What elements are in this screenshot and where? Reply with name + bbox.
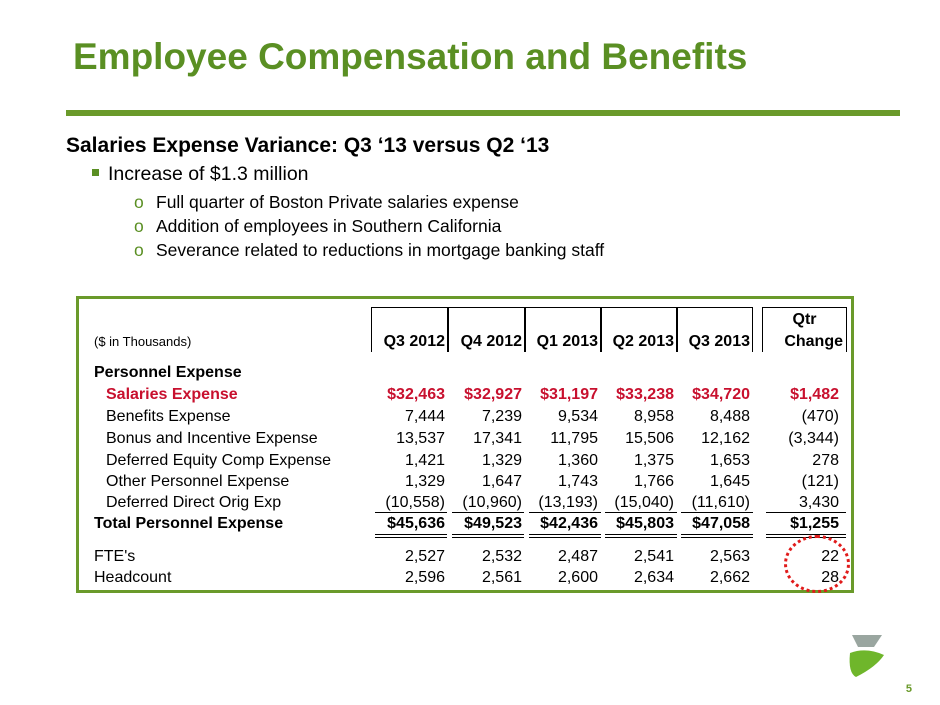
table-rule bbox=[605, 537, 677, 538]
total-row-value: $45,803 bbox=[616, 515, 674, 532]
table-row-value: (11,610) bbox=[691, 494, 750, 511]
table-row-value: 8,958 bbox=[633, 408, 674, 425]
highlight-circle bbox=[784, 535, 850, 593]
table-row-value: 1,653 bbox=[709, 452, 750, 469]
table-row-label: Salaries Expense bbox=[106, 386, 238, 403]
total-row-value: $47,058 bbox=[692, 515, 750, 532]
table-row-change: 3,430 bbox=[798, 494, 839, 511]
stat-row-change: 28 bbox=[821, 569, 839, 586]
table-row-value: 9,534 bbox=[557, 408, 598, 425]
sub-bullet-text: Full quarter of Boston Private salaries expense bbox=[156, 192, 519, 212]
table-rule bbox=[452, 537, 524, 538]
sub-bullet bbox=[134, 192, 519, 213]
stat-row-value: 2,561 bbox=[481, 569, 522, 586]
table-row-value: 12,162 bbox=[701, 430, 750, 447]
circle-bullet-icon: o bbox=[134, 216, 144, 236]
table-row-value: 17,341 bbox=[473, 430, 522, 447]
stat-row-value: 2,541 bbox=[633, 548, 674, 565]
change-header-top: Qtr bbox=[792, 311, 817, 328]
sub-bullet-text: Addition of employees in Southern California bbox=[156, 216, 502, 236]
main-bullet bbox=[92, 163, 309, 186]
total-row-value: $42,436 bbox=[540, 515, 598, 532]
table-rule bbox=[529, 512, 601, 513]
table-row-value: 1,360 bbox=[557, 452, 598, 469]
total-row-change: $1,255 bbox=[790, 515, 839, 532]
stat-row-value: 2,527 bbox=[404, 548, 445, 565]
table-row-value: 11,795 bbox=[550, 430, 598, 447]
stat-row-value: 2,563 bbox=[709, 548, 750, 565]
table-rule bbox=[605, 512, 677, 513]
table-row-value: 1,645 bbox=[709, 473, 750, 490]
stat-row-value: 2,532 bbox=[481, 548, 522, 565]
column-header: Q3 2012 bbox=[383, 333, 445, 350]
table-row-value: 1,647 bbox=[481, 473, 522, 490]
circle-bullet-icon: o bbox=[134, 192, 144, 212]
sub-bullet bbox=[134, 216, 501, 237]
column-header: Q4 2012 bbox=[460, 333, 522, 350]
table-rule bbox=[529, 537, 601, 538]
main-bullet-text: Increase of $1.3 million bbox=[108, 163, 309, 185]
table-row-label: Deferred Direct Orig Exp bbox=[106, 494, 282, 511]
page-number: 5 bbox=[905, 683, 912, 695]
change-header-bottom: Change bbox=[784, 333, 843, 350]
table-row-change: 278 bbox=[812, 452, 839, 469]
table-rule bbox=[375, 512, 447, 513]
company-logo bbox=[846, 633, 886, 679]
table-row-change: (121) bbox=[801, 473, 839, 490]
table-rule bbox=[766, 534, 846, 535]
table-row-value: 7,239 bbox=[481, 408, 522, 425]
sub-bullet-text: Severance related to reductions in mortgage banking staff bbox=[156, 240, 605, 260]
table-rule bbox=[375, 537, 447, 538]
stat-row-value: 2,600 bbox=[557, 569, 598, 586]
table-row-value: (10,558) bbox=[385, 494, 445, 511]
stat-row-change: 22 bbox=[821, 548, 839, 565]
table-row-value: 1,375 bbox=[633, 452, 674, 469]
table-rule bbox=[681, 534, 753, 535]
table-row-value: $33,238 bbox=[616, 386, 674, 403]
table-row-label: Bonus and Incentive Expense bbox=[106, 430, 318, 447]
table-row-change: (470) bbox=[801, 408, 839, 425]
table-rule bbox=[452, 512, 524, 513]
table-row-value: 1,329 bbox=[404, 473, 445, 490]
column-header: Q2 2013 bbox=[612, 333, 674, 350]
total-row-value: $49,523 bbox=[464, 515, 522, 532]
table-row-value: 15,506 bbox=[625, 430, 674, 447]
units-label: ($ in Thousands) bbox=[94, 334, 192, 349]
table-row-value: 13,537 bbox=[396, 430, 445, 447]
stat-row-label: FTE's bbox=[94, 548, 136, 565]
table-row-value: 1,421 bbox=[404, 452, 445, 469]
table-rule bbox=[605, 534, 677, 535]
table-rule bbox=[452, 534, 524, 535]
table-rule bbox=[681, 537, 753, 538]
square-bullet-icon bbox=[92, 169, 99, 176]
column-header: Q1 2013 bbox=[536, 333, 598, 350]
stat-row-value: 2,634 bbox=[633, 569, 674, 586]
table-row-value: $32,463 bbox=[387, 386, 445, 403]
stat-row-value: 2,487 bbox=[557, 548, 598, 565]
table-row-value: 8,488 bbox=[709, 408, 750, 425]
total-row-label: Total Personnel Expense bbox=[94, 515, 284, 532]
sub-bullet bbox=[134, 240, 604, 261]
column-header: Q3 2013 bbox=[688, 333, 750, 350]
title-divider bbox=[66, 110, 900, 116]
page-title: Employee Compensation and Benefits bbox=[73, 36, 748, 77]
total-row-value: $45,636 bbox=[387, 515, 445, 532]
table-row-value: $31,197 bbox=[540, 386, 598, 403]
table-row-value: 1,329 bbox=[481, 452, 522, 469]
table-rule bbox=[375, 534, 447, 535]
stat-row-label: Headcount bbox=[94, 569, 172, 586]
circle-bullet-icon: o bbox=[134, 240, 144, 260]
subtitle: Salaries Expense Variance: Q3 ‘13 versus Q2 ‘13 bbox=[66, 134, 550, 157]
table-row-value: 1,743 bbox=[557, 473, 598, 490]
table-row-value: 1,766 bbox=[633, 473, 674, 490]
table-row-label: Benefits Expense bbox=[106, 408, 231, 425]
stat-row-value: 2,596 bbox=[404, 569, 445, 586]
table-row-change: $1,482 bbox=[790, 386, 839, 403]
table-rule bbox=[681, 512, 753, 513]
section-label: Personnel Expense bbox=[94, 364, 242, 381]
table-row-label: Other Personnel Expense bbox=[106, 473, 290, 490]
stat-row-value: 2,662 bbox=[709, 569, 750, 586]
table-row-value: (13,193) bbox=[538, 494, 598, 511]
table-row-value: 7,444 bbox=[404, 408, 445, 425]
table-rule bbox=[766, 512, 846, 513]
table-row-value: (10,960) bbox=[462, 494, 522, 511]
table-row-value: $34,720 bbox=[692, 386, 750, 403]
table-rule bbox=[529, 534, 601, 535]
table-row-value: $32,927 bbox=[464, 386, 522, 403]
table-row-change: (3,344) bbox=[788, 430, 839, 447]
table-row-label: Deferred Equity Comp Expense bbox=[106, 452, 331, 469]
table-row-value: (15,040) bbox=[614, 494, 674, 511]
